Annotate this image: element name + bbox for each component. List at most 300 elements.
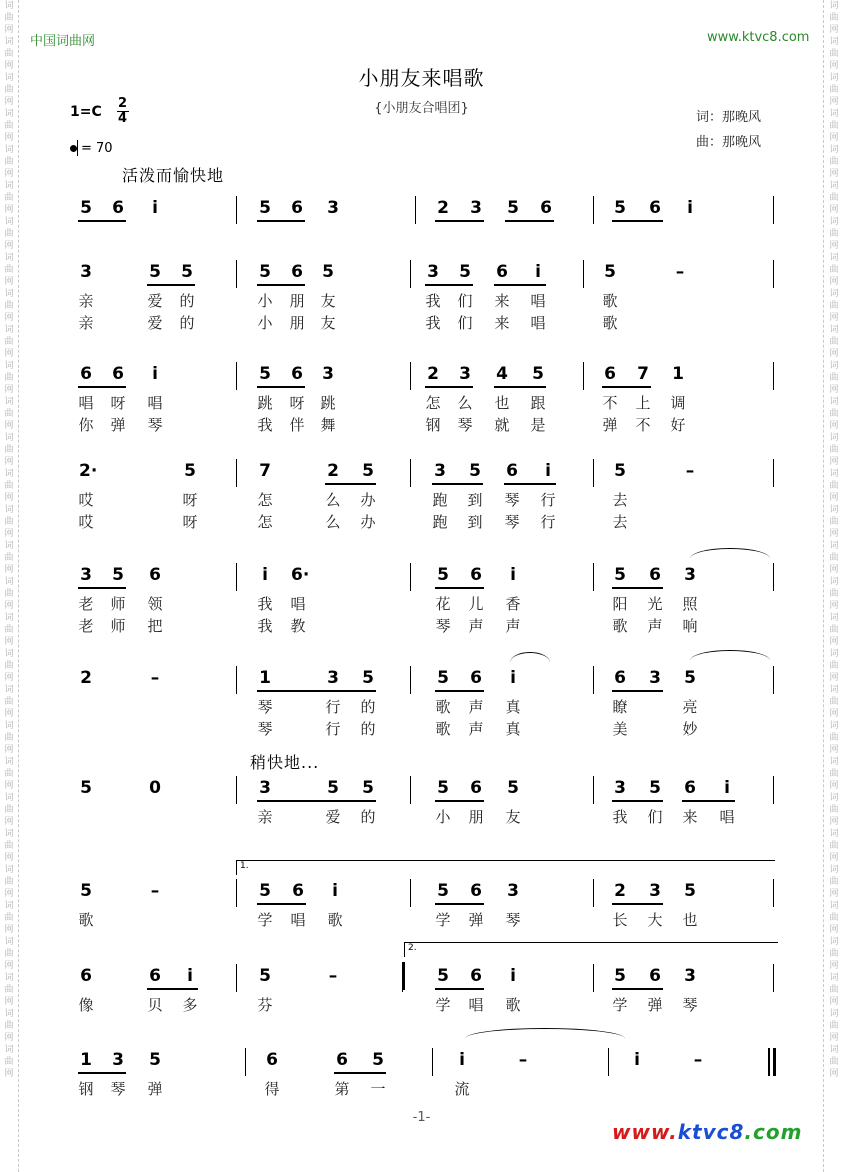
beam-underline: [257, 903, 306, 905]
note: 6: [540, 198, 552, 218]
note: 6: [470, 881, 482, 901]
song-subtitle: {小朋友合唱团}: [374, 101, 469, 116]
lyric-char: 行: [325, 720, 341, 738]
lyric-char: 跑: [432, 491, 448, 509]
lyric-char: 么: [325, 513, 341, 531]
note: 2: [437, 198, 449, 218]
lyric-char: 跳: [320, 394, 336, 412]
bar-line: [410, 879, 411, 907]
lyric-char: 贝: [147, 996, 163, 1014]
beam-underline: [78, 1072, 126, 1074]
note: 5: [437, 668, 449, 688]
lyric-char: 第: [334, 1080, 350, 1098]
note: 3: [684, 565, 696, 585]
lyric-char: 的: [360, 808, 376, 826]
lyric-char: 我: [257, 416, 273, 434]
beam-underline: [435, 903, 484, 905]
lyric-char: 们: [457, 292, 473, 310]
note: 5: [437, 778, 449, 798]
beam-underline: [435, 220, 484, 222]
note: i: [510, 668, 516, 688]
slur: [690, 650, 770, 671]
lyric-char: 得: [264, 1080, 280, 1098]
lyric-char: 友: [320, 314, 336, 332]
lyric-char: 真: [505, 698, 521, 716]
final-barline: [768, 1048, 770, 1076]
lyric-char: 弹: [110, 416, 126, 434]
lyric-char: 小: [435, 808, 451, 826]
note: 5: [149, 262, 161, 282]
lyric-char: 朋: [468, 808, 484, 826]
lyric-char: 们: [457, 314, 473, 332]
lyric-char: 琴: [505, 911, 521, 929]
note: 2: [614, 881, 626, 901]
lyric-char: 办: [360, 491, 376, 509]
note: 6: [496, 262, 508, 282]
lyric-char: 一: [370, 1080, 386, 1098]
lyric-char: 声: [505, 617, 521, 635]
note: 3: [649, 668, 661, 688]
note: 3: [434, 461, 446, 481]
dash-extension: –: [675, 262, 685, 282]
lyric-char: 来: [494, 292, 510, 310]
lyric-char: 琴: [682, 996, 698, 1014]
lyric-char: 妙: [682, 720, 698, 738]
note: 5: [684, 668, 696, 688]
note: i: [332, 881, 338, 901]
note: i: [262, 565, 268, 585]
note: 6: [604, 364, 616, 384]
lyric-char: 歌: [78, 911, 94, 929]
bar-line: [236, 879, 237, 907]
bar-line: [410, 776, 411, 804]
lyric-char: 香: [505, 595, 521, 613]
note: i: [545, 461, 551, 481]
note: 6: [291, 198, 303, 218]
lyric-char: 我: [425, 314, 441, 332]
lyric-char: 歌: [505, 996, 521, 1014]
bar-line: [773, 260, 774, 288]
note: 6: [266, 1050, 278, 1070]
note: i: [535, 262, 541, 282]
beam-underline: [612, 690, 663, 692]
time-signature-bottom: 4: [118, 111, 128, 126]
ktvc8-logo: www.ktvc8.com: [612, 1120, 803, 1144]
bar-line: [432, 1048, 433, 1076]
lyric-char: 友: [505, 808, 521, 826]
beam-underline: [612, 903, 663, 905]
beam-underline: [78, 386, 126, 388]
note: 6: [149, 565, 161, 585]
lyric-char: 舞: [320, 416, 336, 434]
note: 3: [684, 966, 696, 986]
note: 2: [327, 461, 339, 481]
beam-underline: [435, 587, 484, 589]
lyricist-credit: 词：那晚风: [696, 110, 762, 125]
lyric-char: 跟: [530, 394, 546, 412]
note: 6: [470, 668, 482, 688]
lyric-char: 多: [182, 996, 198, 1014]
lyric-char: 歌: [602, 292, 618, 310]
score-row: [0, 668, 843, 778]
lyric-char: 把: [147, 617, 163, 635]
note: 5: [684, 881, 696, 901]
lyric-char: 琴: [257, 698, 273, 716]
lyric-char: 歌: [602, 314, 618, 332]
lyric-char: 呀: [110, 394, 126, 412]
lyric-char: 朋: [289, 292, 305, 310]
note: i: [634, 1050, 640, 1070]
note: 5: [184, 461, 196, 481]
beam-underline: [682, 800, 735, 802]
lyric-char: 好: [670, 416, 686, 434]
lyric-char: 调: [670, 394, 686, 412]
beam-underline: [435, 690, 484, 692]
note: 3: [649, 881, 661, 901]
song-title: 小朋友来唱歌: [358, 66, 485, 90]
lyric-char: 唱: [147, 394, 163, 412]
lyric-char: 也: [682, 911, 698, 929]
beam-underline: [78, 587, 126, 589]
beam-underline: [494, 284, 546, 286]
note: 7: [259, 461, 271, 481]
lyric-char: 的: [179, 314, 195, 332]
lyric-char: 我: [425, 292, 441, 310]
lyric-char: 老: [78, 617, 94, 635]
bar-line: [773, 196, 774, 224]
note: 6: [336, 1050, 348, 1070]
note: 5: [362, 668, 374, 688]
note: i: [152, 364, 158, 384]
bar-line: [593, 666, 594, 694]
lyric-char: 的: [360, 720, 376, 738]
beam-underline: [257, 386, 305, 388]
lyric-char: 儿: [468, 595, 484, 613]
score-row: [0, 364, 843, 474]
note: 5: [259, 262, 271, 282]
beam-underline: [435, 988, 484, 990]
beam-underline: [257, 220, 305, 222]
lyric-char: 怎: [257, 513, 273, 531]
lyric-char: 钢: [425, 416, 441, 434]
bar-line: [236, 362, 237, 390]
note: 6: [614, 668, 626, 688]
lyric-char: 唱: [290, 911, 306, 929]
bar-line: [773, 666, 774, 694]
beam-underline: [612, 800, 663, 802]
beam-underline: [325, 800, 376, 802]
lyric-char: 来: [682, 808, 698, 826]
dash-extension: –: [150, 881, 160, 901]
score-row: [0, 262, 843, 372]
lyric-char: 友: [320, 292, 336, 310]
lyric-char: 声: [468, 698, 484, 716]
bar-line: [410, 563, 411, 591]
lyric-char: 歌: [327, 911, 343, 929]
lyric-char: 歌: [435, 698, 451, 716]
lyric-char: 小: [257, 292, 273, 310]
note: 5: [437, 966, 449, 986]
note: 2: [80, 668, 92, 688]
slur: [465, 1028, 625, 1049]
note: 3: [327, 668, 339, 688]
lyric-char: 阳: [612, 595, 628, 613]
note: 6: [80, 966, 92, 986]
note: 5: [80, 778, 92, 798]
final-barline-thick: [773, 1048, 776, 1076]
right-watermark-column: 词曲网词曲网词曲网词曲网词曲网词曲网词曲网词曲网词曲网词曲网词曲网词曲网词曲网词曲网词曲网词曲网词曲网词曲网词曲网词曲网词曲网词曲网词曲网词曲网词曲网词曲网词曲网词曲网词曲网词曲网: [829, 1, 839, 1079]
time-signature-top: 2: [118, 96, 128, 111]
note: i: [724, 778, 730, 798]
dash-extension: –: [328, 966, 338, 986]
tempo-marking: [70, 140, 113, 156]
bar-line: [236, 964, 237, 992]
tempo-value: = 70: [81, 141, 113, 156]
lyric-char: 你: [78, 416, 94, 434]
note: 6: [470, 966, 482, 986]
lyric-char: 怎: [425, 394, 441, 412]
beam-underline: [494, 386, 546, 388]
lyric-char: 我: [257, 617, 273, 635]
lyric-char: 声: [647, 617, 663, 635]
lyric-char: 师: [110, 617, 126, 635]
note: 5: [327, 778, 339, 798]
note: 5: [149, 1050, 161, 1070]
note: i: [152, 198, 158, 218]
bar-line: [410, 362, 411, 390]
lyric-char: 行: [325, 698, 341, 716]
dash-extension: –: [518, 1050, 528, 1070]
note: 6: [149, 966, 161, 986]
lyric-char: 去: [612, 513, 628, 531]
note: 3: [327, 198, 339, 218]
left-watermark-column: 词曲网词曲网词曲网词曲网词曲网词曲网词曲网词曲网词曲网词曲网词曲网词曲网词曲网词曲网词曲网词曲网词曲网词曲网词曲网词曲网词曲网词曲网词曲网词曲网词曲网词曲网词曲网词曲网词曲网词曲网: [4, 1, 14, 1079]
note: 5: [181, 262, 193, 282]
note: 5: [362, 461, 374, 481]
lyric-char: 来: [494, 314, 510, 332]
lyric-char: 不: [602, 394, 618, 412]
lyric-char: 学: [612, 996, 628, 1014]
volta-bracket: 2.: [404, 942, 778, 957]
note: 6: [112, 198, 124, 218]
page-number: -1-: [412, 1110, 431, 1125]
lyric-char: 呀: [182, 513, 198, 531]
header-site-name: 中国词曲网: [30, 34, 96, 49]
lyric-char: 弹: [602, 416, 618, 434]
note: 1: [259, 668, 271, 688]
bar-line: [415, 196, 416, 224]
note: 5: [259, 966, 271, 986]
note: 2·: [79, 461, 98, 481]
lyric-char: 亲: [78, 292, 94, 310]
lyric-char: 琴: [147, 416, 163, 434]
lyric-char: 唱: [78, 394, 94, 412]
note: 3: [322, 364, 334, 384]
lyric-char: 小: [257, 314, 273, 332]
lyric-char: 师: [110, 595, 126, 613]
note: i: [187, 966, 193, 986]
lyric-char: 是: [530, 416, 546, 434]
note: 1: [80, 1050, 92, 1070]
bar-line: [410, 459, 411, 487]
lyric-char: 瞭: [612, 698, 628, 716]
note: 5: [459, 262, 471, 282]
lyric-char: 美: [612, 720, 628, 738]
lyric-char: 歌: [612, 617, 628, 635]
volta-bracket: 1.: [236, 860, 775, 875]
lyric-char: 弹: [647, 996, 663, 1014]
lyric-char: 真: [505, 720, 521, 738]
beam-underline: [612, 988, 663, 990]
note: 6: [649, 966, 661, 986]
dash-extension: –: [685, 461, 695, 481]
beam-underline: [504, 483, 556, 485]
note: 5: [80, 881, 92, 901]
note: 6: [291, 262, 303, 282]
bar-line: [773, 563, 774, 591]
expression-mark-2: 稍快地...: [250, 753, 320, 772]
lyric-char: 唱: [530, 292, 546, 310]
lyric-char: 唱: [719, 808, 735, 826]
expression-mark-1: 活泼而愉快地: [122, 166, 225, 185]
note: 5: [372, 1050, 384, 1070]
note: 6: [112, 364, 124, 384]
note: 5: [437, 881, 449, 901]
note: 5: [259, 198, 271, 218]
lyric-char: 爱: [325, 808, 341, 826]
lyric-char: 琴: [504, 513, 520, 531]
note: 5: [532, 364, 544, 384]
bar-line: [410, 666, 411, 694]
note: 5: [469, 461, 481, 481]
note: 4: [496, 364, 508, 384]
slur: [690, 548, 770, 569]
lyric-char: 唱: [468, 996, 484, 1014]
lyric-char: 爱: [147, 292, 163, 310]
bar-line: [593, 563, 594, 591]
lyric-char: 教: [290, 617, 306, 635]
lyric-char: 行: [540, 513, 556, 531]
note: 6: [506, 461, 518, 481]
note: 5: [507, 778, 519, 798]
note: 5: [649, 778, 661, 798]
note: 6: [470, 565, 482, 585]
note: 6: [684, 778, 696, 798]
note: 1: [672, 364, 684, 384]
lyric-char: 的: [179, 292, 195, 310]
beam-underline: [334, 1072, 386, 1074]
lyric-char: 学: [435, 996, 451, 1014]
lyric-char: 呀: [182, 491, 198, 509]
lyric-char: 的: [360, 698, 376, 716]
lyric-char: 亲: [257, 808, 273, 826]
note: 5: [437, 565, 449, 585]
lyric-char: 行: [540, 491, 556, 509]
lyric-char: 也: [494, 394, 510, 412]
lyric-char: 琴: [435, 617, 451, 635]
note: i: [687, 198, 693, 218]
lyric-char: 琴: [257, 720, 273, 738]
lyric-char: 们: [647, 808, 663, 826]
note: 3: [112, 1050, 124, 1070]
lyric-char: 怎: [257, 491, 273, 509]
lyric-char: 花: [435, 595, 451, 613]
note: 5: [604, 262, 616, 282]
beam-underline: [612, 220, 663, 222]
note: 0: [149, 778, 161, 798]
note: 5: [614, 966, 626, 986]
note: 3: [259, 778, 271, 798]
bar-line: [410, 260, 411, 288]
bar-line: [773, 776, 774, 804]
lyric-char: 学: [435, 911, 451, 929]
lyric-char: 弹: [147, 1080, 163, 1098]
bar-line: [593, 964, 594, 992]
bar-line: [593, 459, 594, 487]
note: 5: [614, 461, 626, 481]
beam-underline: [147, 284, 195, 286]
beam-underline: [78, 220, 126, 222]
lyric-char: 跑: [432, 513, 448, 531]
lyric-char: 照: [682, 595, 698, 613]
beam-underline: [325, 483, 376, 485]
lyric-char: 响: [682, 617, 698, 635]
lyric-char: 唱: [530, 314, 546, 332]
note: 5: [614, 198, 626, 218]
lyric-char: 么: [325, 491, 341, 509]
beam-underline: [612, 587, 663, 589]
bar-line: [608, 1048, 609, 1076]
beam-underline: [325, 690, 376, 692]
bar-line: [236, 563, 237, 591]
lyric-char: 像: [78, 996, 94, 1014]
note: 6·: [291, 565, 310, 585]
note: 6: [649, 198, 661, 218]
lyric-char: 弹: [468, 911, 484, 929]
repeat-barline: [402, 962, 405, 990]
lyric-char: 办: [360, 513, 376, 531]
lyric-char: 琴: [457, 416, 473, 434]
bar-line: [593, 776, 594, 804]
lyric-char: 到: [467, 491, 483, 509]
bar-line: [236, 260, 237, 288]
lyric-char: 跳: [257, 394, 273, 412]
note: 5: [259, 881, 271, 901]
note: 5: [507, 198, 519, 218]
lyric-char: 上: [635, 394, 651, 412]
lyric-char: 么: [457, 394, 473, 412]
slur: [510, 652, 550, 673]
lyric-char: 琴: [110, 1080, 126, 1098]
lyric-char: 声: [468, 720, 484, 738]
note: i: [510, 966, 516, 986]
bar-line: [773, 964, 774, 992]
bar-line: [236, 776, 237, 804]
lyric-char: 长: [612, 911, 628, 929]
lyric-char: 去: [612, 491, 628, 509]
lyric-char: 光: [647, 595, 663, 613]
lyric-char: 领: [147, 595, 163, 613]
header-site-url: www.ktvc8.com: [707, 30, 810, 45]
note: 3: [80, 262, 92, 282]
bar-line: [773, 362, 774, 390]
beam-underline: [257, 284, 305, 286]
beam-underline: [425, 386, 473, 388]
lyric-char: 呀: [289, 394, 305, 412]
lyric-char: 我: [612, 808, 628, 826]
beam-underline: [602, 386, 651, 388]
lyric-char: 伴: [289, 416, 305, 434]
